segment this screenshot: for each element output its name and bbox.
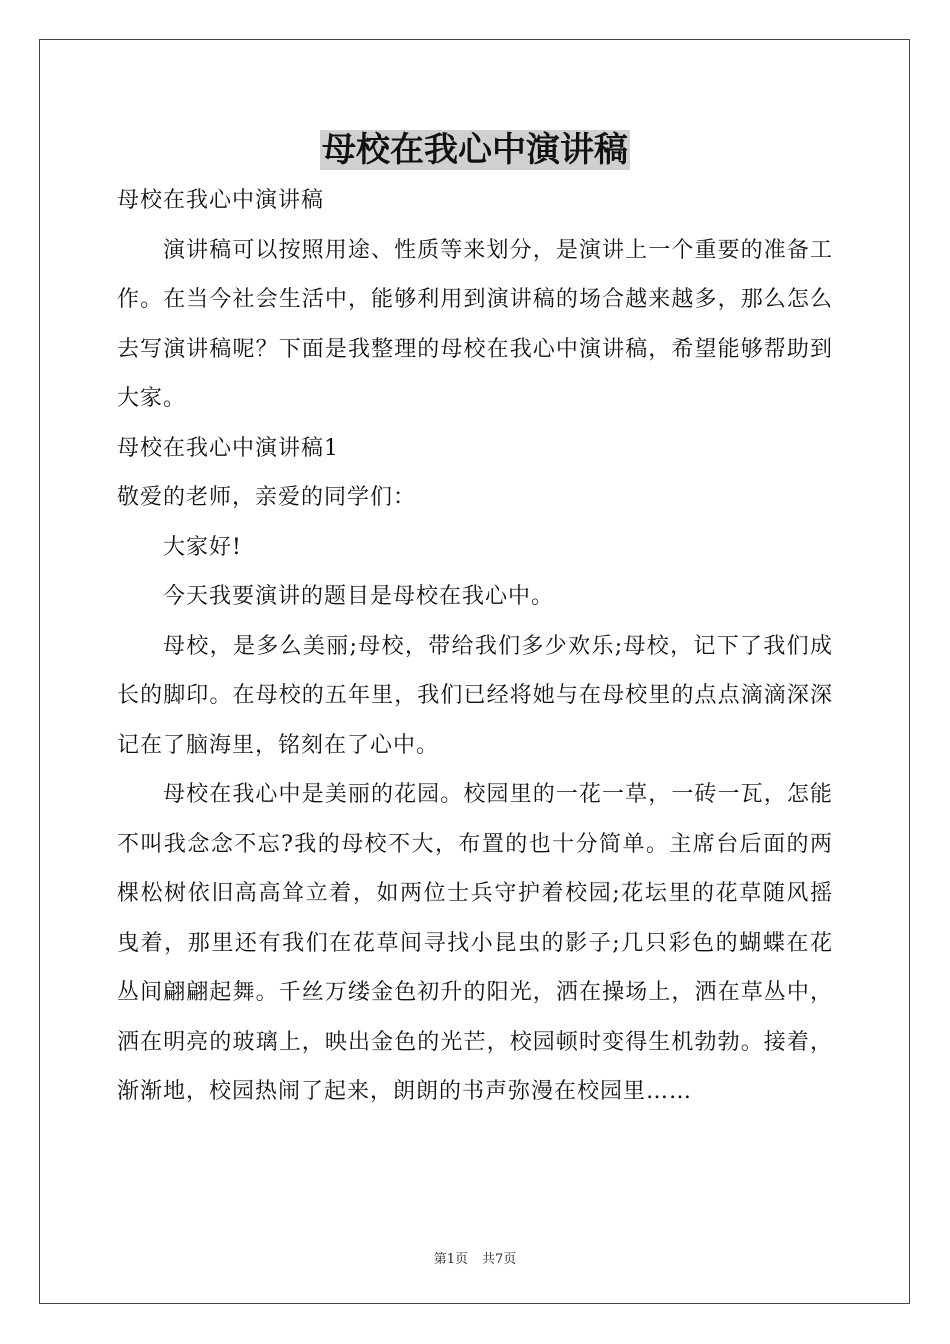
page-footer [0,1248,950,1267]
body-paragraph: 母校，是多么美丽;母校，带给我们多少欢乐;母校，记下了我们成长的脚印。在母校的五年里，我们已经将她与在母校里的点点滴滴深深记在了脑海里，铭刻在了心中。 [117,633,833,758]
body-paragraph: 母校在我心中是美丽的花园。校园里的一花一草，一砖一瓦，怎能不叫我念念不忘?我的母校不大，布置的也十分简单。主席台后面的两棵松树依旧高高耸立着，如两位士兵守护着校园;花坛里的花草随风摇曳着，那里还有我们在花草间寻找小昆虫的影子;几只彩色的蝴蝶在花丛间翩翩起舞。千丝万缕金色初升的阳光，洒在操场上，洒在草丛中，洒在明亮的玻璃上，映出金色的光芒，校园顿时变得生机勃勃。接着，渐渐地，校园热闹了起来，朗朗的书声弥漫在校园里…… [117,782,833,1104]
document-subtitle: 母校在我心中演讲稿 [117,188,325,213]
greeting: 大家好! [163,534,242,560]
section-heading: 母校在我心中演讲稿1 [117,435,339,461]
document-body [117,176,833,1117]
intro-paragraph: 演讲稿可以按照用途、性质等来划分，是演讲上一个重要的准备工作。在当今社会生活中，能够利用到演讲稿的场合越来越多，那么怎么去写演讲稿呢？下面是我整理的母校在我心中演讲稿，希望能够帮助到大家。 [117,237,833,411]
salutation: 敬爱的老师，亲爱的同学们： [117,485,417,510]
body-paragraph: 今天我要演讲的题目是母校在我心中。 [163,584,555,609]
document-title-text: 母校在我心中演讲稿 [322,130,628,170]
page-number-current: 第1页 [433,1252,468,1267]
page-number-total: 共7页 [482,1252,517,1267]
document-title [0,128,950,172]
